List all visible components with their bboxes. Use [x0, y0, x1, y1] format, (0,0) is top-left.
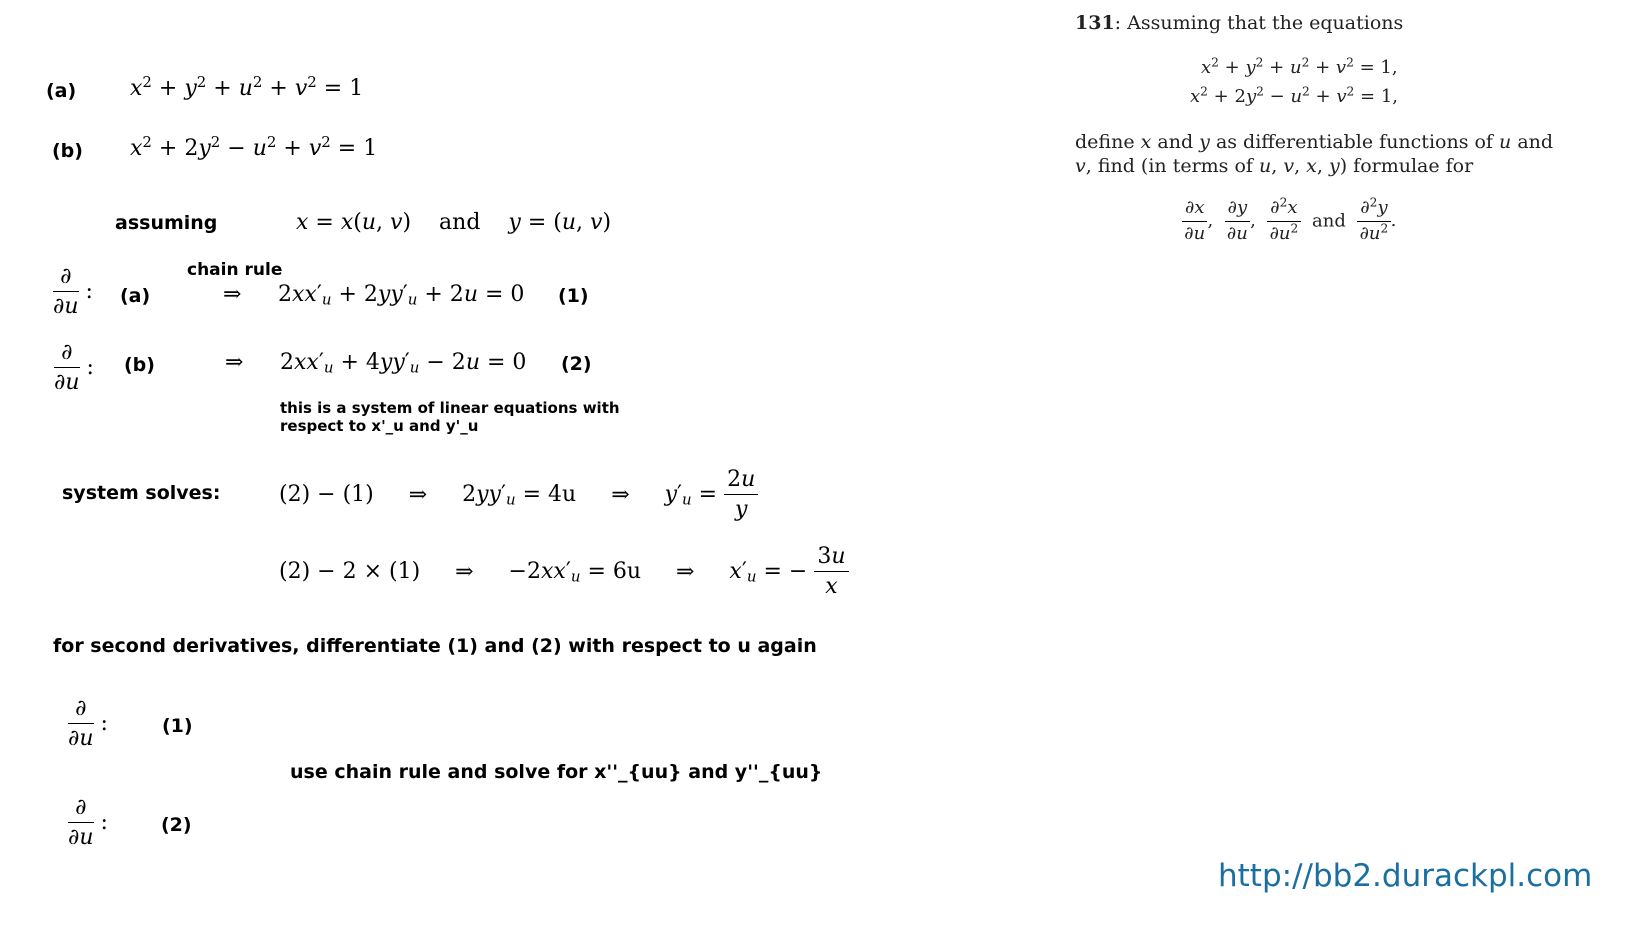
solution-x-step: (2) − 2 × (1) — [279, 559, 421, 585]
problem-equation-2: $x^2 + 2y^2 - u^2 + v^2 = 1$, — [1190, 84, 1399, 107]
use-chain-rule-note: use chain rule and solve for x''_{uu} and y''_{uu} — [290, 761, 823, 783]
solution-y-step: (2) − (1) — [279, 482, 374, 508]
implies-arrow-1: ⇒ — [223, 282, 242, 307]
equation-1-rhs: = 0 — [484, 282, 525, 307]
equation-b-rhs: = 1 — [337, 136, 378, 161]
linear-system-note — [280, 399, 620, 435]
problem-text-find: , find (in terms of — [1085, 155, 1253, 177]
problem-number: 131 — [1075, 12, 1115, 34]
solution-y-result: = 4u — [522, 482, 577, 508]
assumption-equation: x = x(u, v) and y = (u, v) — [296, 210, 612, 235]
system-solves-label: system solves: — [62, 482, 221, 504]
equation-1: $2xx'_u + 2yy'_u + 2u = 0$ — [278, 282, 525, 309]
chain-rule-label: chain rule — [187, 260, 283, 280]
problem-text-formulae: ) formulae for — [1339, 155, 1474, 177]
solution-y-line: (2) − (1) ⇒ $2yy'_u = 4u$ ⇒ $y'_u$ = $\frac{2u}{y}$ — [279, 467, 758, 523]
partial-du-operator-4: $\frac{\partial}{\partial u}$ : — [68, 795, 108, 851]
second-derivatives-heading: for second derivatives, differentiate (1) and (2) with respect to u again — [53, 635, 817, 657]
assuming-label: assuming — [115, 212, 218, 234]
equation-1-tag: (1) — [558, 285, 589, 307]
equation-a: $x^2 + y^2 + u^2 + v^2 = 1$ — [130, 72, 364, 101]
equation-a-rhs: = 1 — [323, 76, 364, 101]
equation-2-tag: (2) — [561, 353, 592, 375]
equation-2: $2xx'_u + 4yy'_u - 2u = 0$ — [280, 350, 527, 377]
problem-text-define: define — [1075, 131, 1135, 153]
problem-derivatives-list: $\frac{\partial x}{\partial u}$ , $\frac{\partial y}{\partial u}$ , $\frac{\partial^2x}{\partial u^2}$ and $\frac{\partial^2y}{\partial u^2}$ . — [1182, 198, 1396, 244]
derivative-2-tag: (2) — [161, 814, 192, 836]
problem-text-functions: as differentiable functions of — [1215, 131, 1493, 153]
problem-and-word: and — [1312, 210, 1346, 232]
solution-x-result: = 6u — [587, 559, 642, 585]
problem-text-and-1: and — [1157, 131, 1194, 153]
problem-text-and-2: and — [1517, 131, 1554, 153]
equation-b: $x^2 + 2y^2 - u^2 + v^2 = 1$ — [130, 132, 378, 161]
equation-2-rhs: = 0 — [486, 350, 527, 375]
and-word: and — [439, 210, 481, 235]
label-a-2: (a) — [120, 285, 151, 307]
label-b-2: (b) — [124, 354, 155, 376]
partial-du-operator-1: $\frac{\partial}{\partial u}$ : — [53, 264, 93, 320]
note-line-1: this is a system of linear equations with — [280, 399, 620, 417]
derivative-1-tag: (1) — [162, 715, 193, 737]
label-b: (b) — [52, 140, 83, 162]
problem-text-line-2: v, find (in terms of u, v, x, y) formulae for — [1075, 155, 1474, 177]
problem-text-line-1: define x and y as differentiable functions of u and — [1075, 131, 1554, 153]
partial-du-operator-3: $\frac{\partial}{\partial u}$ : — [68, 696, 108, 752]
solution-x-line: (2) − 2 × (1) ⇒ $-2xx'_u = 6u$ ⇒ $x'_u$ = − $\frac{3u}{x}$ — [279, 544, 849, 600]
partial-du-operator-2: $\frac{\partial}{\partial u}$ : — [54, 340, 94, 396]
implies-arrow-2: ⇒ — [225, 350, 244, 375]
watermark-url[interactable]: http://bb2.durackpl.com — [1218, 858, 1593, 894]
label-a: (a) — [46, 80, 77, 102]
problem-intro — [1075, 12, 1403, 34]
problem-equation-1: $x^2 + y^2 + u^2 + v^2 = 1$, — [1201, 55, 1398, 78]
note-line-2: respect to x'_u and y'_u — [280, 417, 479, 435]
problem-intro-text: : Assuming that the equations — [1114, 12, 1404, 34]
